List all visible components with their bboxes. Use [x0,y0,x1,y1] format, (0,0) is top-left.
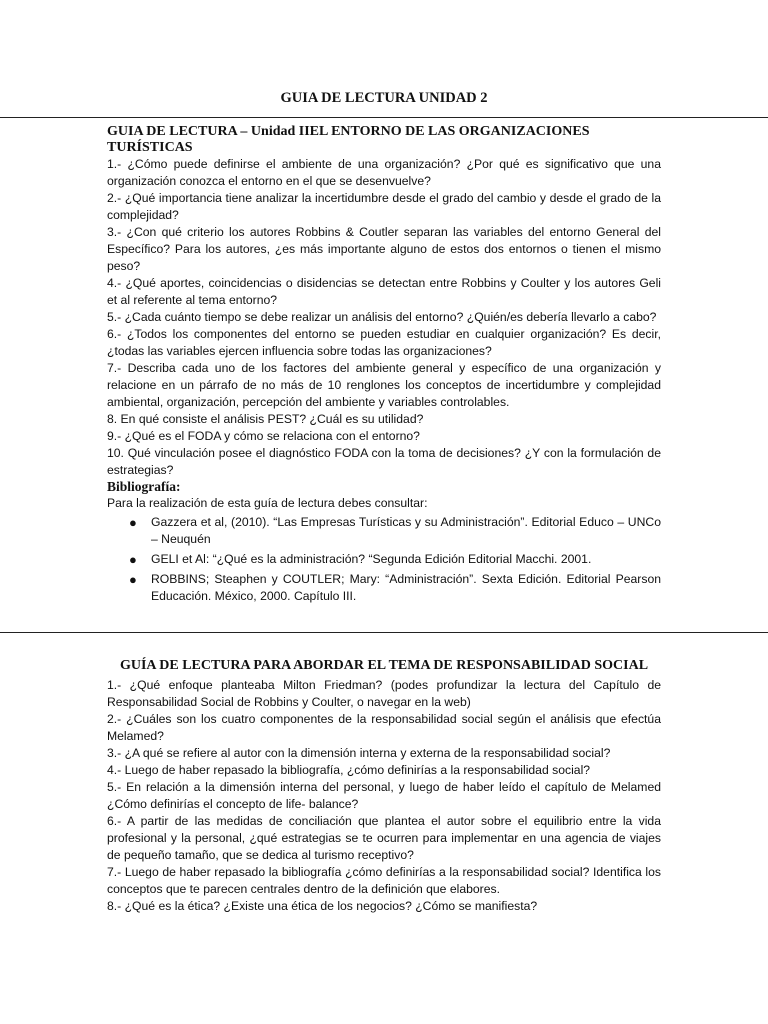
question-item: 9.- ¿Qué es el FODA y cómo se relaciona con el entorno? [107,429,420,443]
question-item: 6.- A partir de las medidas de conciliación que plantea el autor sobre el equilibrio entre la vida profesional y la personal, ¿qué estrategias se te ocurren para implementar en una agencia de viajes de pequeño tamaño, que se dedica al turismo receptivo? [107,813,661,862]
entorno-section [107,124,661,608]
bibliography-item [107,514,661,548]
bibliography-item-text: GELI et Al: “¿Qué es la administración? “Segunda Edición Editorial Macchi. 2001. [151,552,592,566]
bibliography-item [107,551,661,568]
page-title: GUIA DE LECTURA UNIDAD 2 [280,90,488,106]
question-item: 1.- ¿Qué enfoque planteaba Milton Friedman? (podes profundizar la lectura del Capítulo de Responsabilidad Social de Robbins y Coulter, o navegar en la web) [107,677,661,709]
question-item: 4.- Luego de haber repasado la bibliografía, ¿cómo definirías a la responsabilidad social? [107,762,591,777]
bibliography-intro: Para la realización de esta guía de lectura debes consultar: [107,496,428,510]
responsabilidad-section-title: GUÍA DE LECTURA PARA ABORDAR EL TEMA DE RESPONSABILIDAD SOCIAL [119,658,649,673]
question-item: 8. En qué consiste el análisis PEST? ¿Cuál es su utilidad? [107,412,424,426]
bibliography-item-text: Gazzera et al, (2010). “Las Empresas Turísticas y su Administración”. Editorial Educo – UNCo – Neuquén [151,515,661,546]
bullet-icon: ● [129,572,137,587]
question-item: 10. Qué vinculación posee el diagnóstico FODA con la toma de decisiones? ¿Y con la formulación de estrategias? [107,446,661,477]
section-divider [0,632,768,633]
bibliography-item [107,571,661,605]
question-item: 5.- En relación a la dimensión interna del personal, y luego de haber leído el capítulo de Melamed ¿Cómo definirías el concepto de life- balance? [107,779,661,811]
responsabilidad-section [107,658,661,915]
question-item: 4.- ¿Qué aportes, coincidencias o disidencias se detectan entre Robbins y Coulter y los autores Geli et al referente al tema entorno? [107,276,661,307]
entorno-section-title: GUIA DE LECTURA – Unidad IIEL ENTORNO DE LAS ORGANIZACIONES TURÍSTICAS [107,124,590,155]
bibliography-list [107,514,661,605]
top-divider [0,117,768,118]
question-item: 7.- Luego de haber repasado la bibliografía ¿cómo definirías a la responsabilidad social? Identifica los conceptos que te parecen centrales dentro de la definición que elabores. [107,864,661,896]
question-item: 1.- ¿Cómo puede definirse el ambiente de una organización? ¿Por qué es significativo que una organización conozca el entorno en el que se desenvuelve? [107,157,661,188]
question-item: 8.- ¿Qué es la ética? ¿Existe una ética de los negocios? ¿Cómo se manifiesta? [107,898,538,913]
bibliography-item-text: ROBBINS; Steaphen y COUTLER; Mary: “Administración”. Sexta Edición. Editorial Pearson Educación. México, 2000. Capítulo III. [151,572,661,603]
bibliography-heading: Bibliografía: [107,479,181,494]
question-item: 6.- ¿Todos los componentes del entorno se pueden estudiar en cualquier organización? Es decir, ¿todas las variables ejercen influencia sobre todas las organizaciones? [107,327,661,358]
question-item: 3.- ¿Con qué criterio los autores Robbins & Coutler separan las variables del entorno General del Específico? Para los autores, ¿es más importante alguno de estos dos entornos o tienen el mismo peso? [107,225,661,273]
question-item: 3.- ¿A qué se refiere al autor con la dimensión interna y externa de la responsabilidad social? [107,745,611,760]
question-item: 5.- ¿Cada cuánto tiempo se debe realizar un análisis del entorno? ¿Quién/es debería llevarlo a cabo? [107,310,657,324]
bullet-icon: ● [129,515,137,530]
question-item: 2.- ¿Qué importancia tiene analizar la incertidumbre desde el grado del cambio y desde el grado de la complejidad? [107,191,661,222]
bullet-icon: ● [129,552,137,567]
question-item: 2.- ¿Cuáles son los cuatro componentes de la responsabilidad social según el análisis que efectúa Melamed? [107,711,661,743]
question-item: 7.- Describa cada uno de los factores del ambiente general y específico de una organización y relacione en un párrafo de no más de 10 renglones los conceptos de incertidumbre y complejidad ambiental, organización, percepción del ambiente y variables controlables. [107,361,661,409]
